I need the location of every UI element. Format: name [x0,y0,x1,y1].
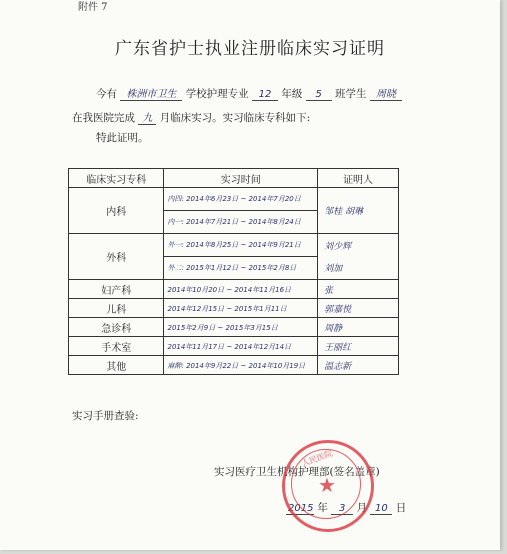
internship-table [68,168,399,375]
year-field: 2015 [288,503,314,514]
header-time: 实习时间 [164,169,318,188]
table-row: 其他 麻醉: 2014年9月22日 ~ 2014年10月19日 温志新 [69,356,399,375]
table-row: 儿科 2014年12月15日 ~ 2015年1月11日 郭嘉悦 [69,299,399,318]
table-row: 手术室 2014年11月17日 ~ 2014年12月14日 王丽红 [69,337,399,356]
signature: 邹桂 胡琳 [324,207,363,217]
signature: 刘加 [324,264,343,274]
org-signature-label: 实习医疗卫生机构护理部(签名盖章) [214,466,380,478]
months-field: 九 [138,109,156,125]
date-line: 2015 年 3 月 10 日 [288,502,407,514]
grade-field: 12 [252,89,278,101]
handbook-check-label: 实习手册查验: [72,410,139,422]
signature: 周静 [324,323,343,334]
table-row: 急诊科 2015年2月9日 ~ 2015年3月15日 周静 [69,318,399,337]
official-seal: 人民医院 ★ [282,440,374,532]
signature: 刘少辉 [324,242,352,252]
table-row: 外科 外一: 2014年8月25日 ~ 2014年9月21日 外二: 2015年1月12日 ~ 2015年2月8日 刘少辉 刘加 [69,234,399,280]
attachment-label: 附件 7 [78,2,108,13]
header-signer: 证明人 [318,169,399,188]
star-icon: ★ [318,473,336,497]
signature: 温志新 [324,361,352,372]
certify-text: 特此证明。 [96,132,149,144]
header-dept: 临床实习专科 [69,169,164,188]
signature: 张 [324,285,334,296]
intro-line-1: 今有 株洲市卫生 学校护理专业 12 年级 5 班学生 周晓 [96,85,402,101]
page-title: 广东省护士执业注册临床实习证明 [115,39,385,59]
table-row: 妇产科 2014年10月20日 ~ 2014年11月16日 张 [69,280,399,299]
school-field: 株洲市卫生 [120,85,182,101]
table-row: 内科 内四: 2014年6月23日 ~ 2014年7月20日 内一: 2014年7月21日 ~ 2014年8月24日 邹桂 胡琳 [69,188,399,234]
table-header-row [69,169,399,188]
day-field: 10 [370,503,392,515]
signature: 郭嘉悦 [324,304,352,315]
month-field: 3 [331,503,353,515]
signature: 王丽红 [324,342,352,353]
student-field: 周晓 [370,85,402,101]
intro-line-2: 在我医院完成 九 月临床实习。实习临床专科如下: [72,109,310,125]
class-field: 5 [306,89,332,101]
